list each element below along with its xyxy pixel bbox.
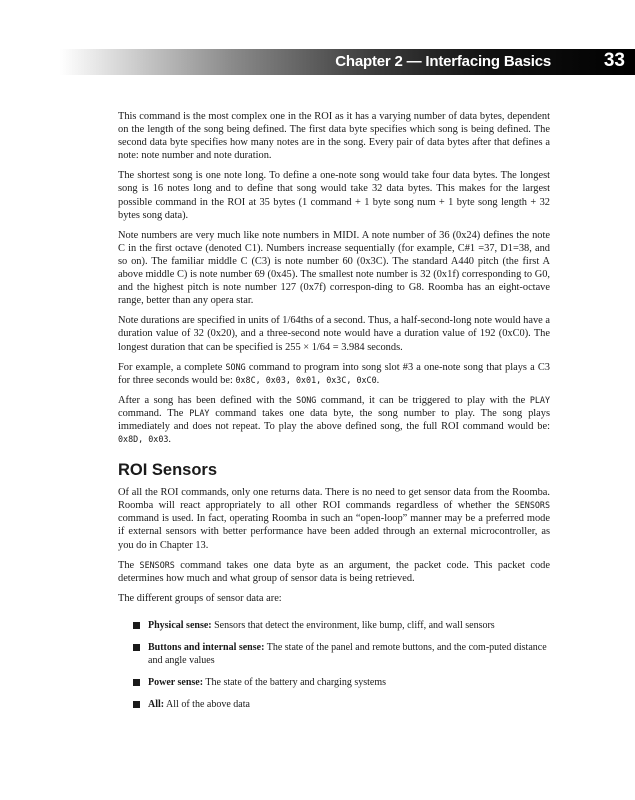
text-run: command is used. In fact, operating Roomba in such an “open-loop” manner may be a preferred mode if external sensors with better performance have been added through an external microcontroller, as you do in Chapter 13. bbox=[118, 513, 550, 551]
section-heading-roi-sensors: ROI Sensors bbox=[118, 461, 218, 480]
list-item bbox=[118, 619, 550, 632]
text-run: command takes one data byte, the song number to play. The song plays immediately and does not repeat. To play the above defined song, the full ROI command would be: bbox=[118, 407, 551, 432]
paragraph-sensor-groups: The different groups of sensor data are: bbox=[118, 592, 282, 604]
text-run: Of all the ROI commands, only one returns data. There is no need to get sensor data from the Roomba. Roomba will react appropriately to all other ROI commands regardless of whether the bbox=[118, 487, 550, 512]
paragraph-play-command bbox=[118, 394, 550, 446]
list-item-term: Buttons and internal sense: bbox=[148, 641, 265, 653]
code-sensors: SENSORS bbox=[139, 559, 175, 570]
code-play: PLAY bbox=[529, 394, 550, 405]
paragraph-note-durations: Note durations are specified in units of 1/64ths of a second. Thus, a half-second-long note would have a duration value of 32 (0x20), and a three-second note would have a duration value of 192 (0xC0). The longest duration that can be specified is 255 × 1/64 = 3.984 seconds. bbox=[118, 315, 550, 353]
list-item-term: Physical sense: bbox=[148, 619, 212, 631]
text-run: command, it can be triggered to play with the bbox=[316, 394, 530, 406]
list-item-term: Power sense: bbox=[148, 676, 204, 688]
list-item bbox=[118, 698, 550, 711]
list-item-desc: All of the above data bbox=[164, 698, 250, 710]
code-song: SONG bbox=[225, 361, 246, 372]
square-bullet-icon bbox=[133, 679, 140, 686]
text-run: For example, a complete bbox=[118, 361, 226, 373]
list-item bbox=[118, 641, 550, 667]
text-run: . bbox=[168, 434, 172, 446]
list-item-desc: The state of the panel and remote buttons, and the com-puted distance and angle values bbox=[148, 641, 547, 666]
paragraph-song-command: This command is the most complex one in the ROI as it has a varying number of data bytes, dependent on the length of the song being defined. The first data byte specifies which song is being defined. The second data byte specifies how many notes are in the song. Every pair of data bytes after that defines a note: note number and note duration. bbox=[118, 111, 550, 162]
code-song-bytes: 0x8C, 0x03, 0x01, 0x3C, 0xC0 bbox=[235, 374, 377, 385]
text-run: After a song has been defined with the bbox=[118, 394, 297, 406]
square-bullet-icon bbox=[133, 701, 140, 708]
square-bullet-icon bbox=[133, 622, 140, 629]
square-bullet-icon bbox=[133, 644, 140, 651]
code-play-bytes: 0x8D, 0x03 bbox=[118, 434, 169, 445]
sensor-groups-list bbox=[118, 619, 550, 711]
page-number: 33 bbox=[603, 50, 625, 71]
paragraph-song-example bbox=[118, 361, 550, 387]
code-song: SONG bbox=[296, 394, 317, 405]
text-run: . bbox=[376, 374, 380, 386]
chapter-title: Chapter 2 — Interfacing Basics bbox=[335, 53, 551, 70]
paragraph-sensors-command bbox=[118, 559, 550, 585]
text-run: command to program into song slot #3 a one-note song that plays a C3 for three seconds would be: bbox=[118, 361, 550, 386]
list-item-term: All: bbox=[148, 698, 165, 710]
paragraph-note-numbers: Note numbers are very much like note numbers in MIDI. A note number of 36 (0x24) defines the note C in the first octave (denoted C1). Numbers increase sequentially (for example, C#1 =37, D1=38, and so on). The familiar middle C (C3) is note number 60 (0x3C). The standard A440 pitch (the first A above middle C) is note number 69 (0x45). The smallest note number is 32 (0x1f) corresponding to G0, and the highest pitch is note number 127 (0x7f) correspon-ding to G8. Roomba has an eight-octave range, better than any opera star. bbox=[118, 229, 550, 307]
code-sensors: SENSORS bbox=[514, 500, 550, 511]
paragraph-sensors-intro bbox=[118, 486, 550, 551]
text-run: command takes one data byte as an argument, the packet code. This packet code determines how much and what group of sensor data is being retrieved. bbox=[118, 559, 550, 584]
list-item bbox=[118, 676, 550, 689]
paragraph-song-length: The shortest song is one note long. To define a one-note song would take four data bytes. The longest song is 16 notes long and to define that song would take 32 data bytes. This makes for the largest possible command in the ROI at 35 bytes (1 command + 1 byte song num + 1 byte song length + 32 bytes song data). bbox=[118, 170, 550, 221]
list-item-desc: Sensors that detect the environment, like bump, cliff, and wall sensors bbox=[211, 619, 495, 631]
text-run: The bbox=[118, 559, 140, 571]
page-body bbox=[118, 110, 550, 720]
list-item-desc: The state of the battery and charging systems bbox=[203, 676, 386, 688]
chapter-header-bar bbox=[60, 49, 635, 75]
text-run: command. The bbox=[118, 407, 190, 419]
code-play: PLAY bbox=[189, 407, 210, 418]
